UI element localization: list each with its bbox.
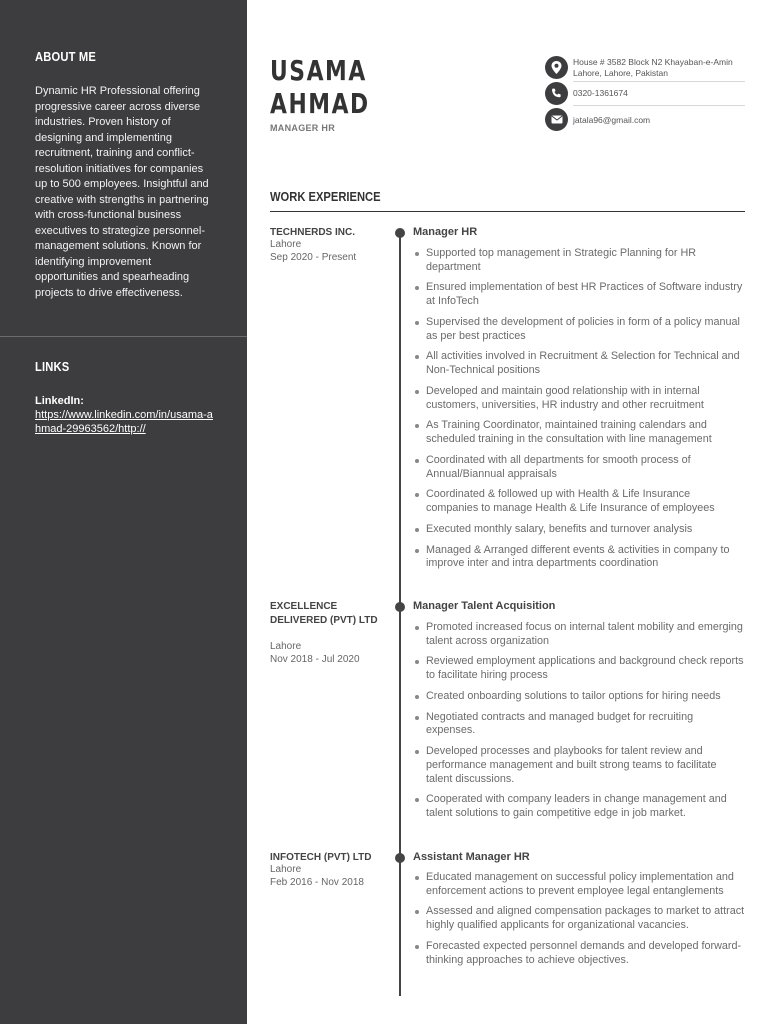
list-item: Supervised the development of policies in form of a policy manual as per best practices [413, 316, 745, 344]
last-name: AHMAD [270, 87, 370, 120]
job-dates: Nov 2018 - Jul 2020 [270, 654, 360, 665]
section-rule [270, 211, 745, 212]
list-item: Developed and maintain good relationship with in internal customers, universities, HR industry and other recruitment [413, 385, 745, 413]
email-icon [545, 108, 568, 131]
list-item: Cooperated with company leaders in change management and talent solutions to gain competitive edge in job market. [413, 793, 745, 821]
job-location: Lahore [270, 864, 302, 875]
timeline-dot [395, 853, 405, 863]
about-heading: ABOUT ME [35, 49, 97, 64]
contact-divider [573, 81, 745, 82]
company-name: EXCELLENCE DELIVERED (PVT) LTD [270, 601, 378, 626]
list-item: Forecasted expected personnel demands and developed forward-thinking approaches to achieve objectives. [413, 940, 745, 968]
sidebar [0, 0, 247, 1024]
job-title-header: MANAGER HR [270, 123, 335, 133]
links-heading: LINKS [35, 359, 70, 374]
list-item: Developed processes and playbooks for talent review and performance management and built strong teams to facilitate talent discussions. [413, 745, 745, 786]
location-pin-icon [545, 56, 568, 79]
list-item: Ensured implementation of best HR Practices of Software industry at InfoTech [413, 281, 745, 309]
about-text: Dynamic HR Professional offering progressive career across diverse industries. Proven history of designing and implementing recruitment, training and conflict-resolution initiatives for companies up to 500 employees. Insightful and creative with strengths in partnering with cross-functional business executives to strategize personnel-management solutions. Known for identifying improvement opportunities and spearheading projects to drive effectiveness. [35, 85, 209, 299]
job-title: Manager Talent Acquisition [413, 600, 556, 612]
sidebar-divider [0, 336, 247, 337]
contact-divider [573, 105, 745, 106]
job-bullets [413, 621, 745, 828]
list-item: Supported top management in Strategic Planning for HR department [413, 247, 745, 275]
company-name: TECHNERDS INC. [270, 227, 356, 238]
first-name: USAMA [270, 54, 367, 87]
list-item: Created onboarding solutions to tailor options for hiring needs [413, 690, 745, 704]
job-location: Lahore [270, 239, 302, 250]
list-item: All activities involved in Recruitment & Selection for Technical and Non-Technical positions [413, 350, 745, 378]
list-item: Promoted increased focus on internal talent mobility and emerging talent across organization [413, 621, 745, 649]
phone-icon [545, 82, 568, 105]
address-text: House # 3582 Block N2 Khayaban-e-Amin Lahore, Lahore, Pakistan [573, 57, 733, 78]
job-bullets [413, 247, 745, 578]
list-item: As Training Coordinator, maintained training calendars and scheduled training in the consultation with line management [413, 419, 745, 447]
work-experience-heading: WORK EXPERIENCE [270, 189, 381, 204]
job-location: Lahore [270, 641, 302, 652]
job-dates: Sep 2020 - Present [270, 252, 357, 263]
timeline-dot [395, 602, 405, 612]
list-item: Negotiated contracts and managed budget for recruiting expenses. [413, 711, 745, 739]
company-name: INFOTECH (PVT) LTD [270, 852, 372, 863]
linkedin-link[interactable]: https://www.linkedin.com/in/usama-ahmad-29963562/http:// [35, 409, 213, 435]
job-dates: Feb 2016 - Nov 2018 [270, 877, 364, 888]
list-item: Executed monthly salary, benefits and turnover analysis [413, 523, 745, 537]
linkedin-label: LinkedIn: [35, 395, 84, 407]
list-item: Coordinated with all departments for smooth process of Annual/Biannual appraisals [413, 454, 745, 482]
phone-text: 0320-1361674 [573, 88, 628, 98]
email-text[interactable]: jatala96@gmail.com [573, 115, 651, 125]
list-item: Reviewed employment applications and background check reports to facilitate hiring process [413, 655, 745, 683]
list-item: Assessed and aligned compensation packages to market to attract highly qualified applicants for organizational vacancies. [413, 905, 745, 933]
list-item: Coordinated & followed up with Health & Life Insurance companies to manage Health & Life Insurance of employees [413, 488, 745, 516]
job-title: Manager HR [413, 226, 478, 238]
timeline-dot [395, 228, 405, 238]
list-item: Educated management on successful policy implementation and enforcement actions to prevent employee legal entanglements [413, 871, 745, 899]
timeline-line [399, 232, 401, 996]
job-bullets [413, 871, 745, 974]
job-title: Assistant Manager HR [413, 851, 530, 863]
list-item: Managed & Arranged different events & activities in company to improve inter and intra departments coordination [413, 544, 745, 572]
